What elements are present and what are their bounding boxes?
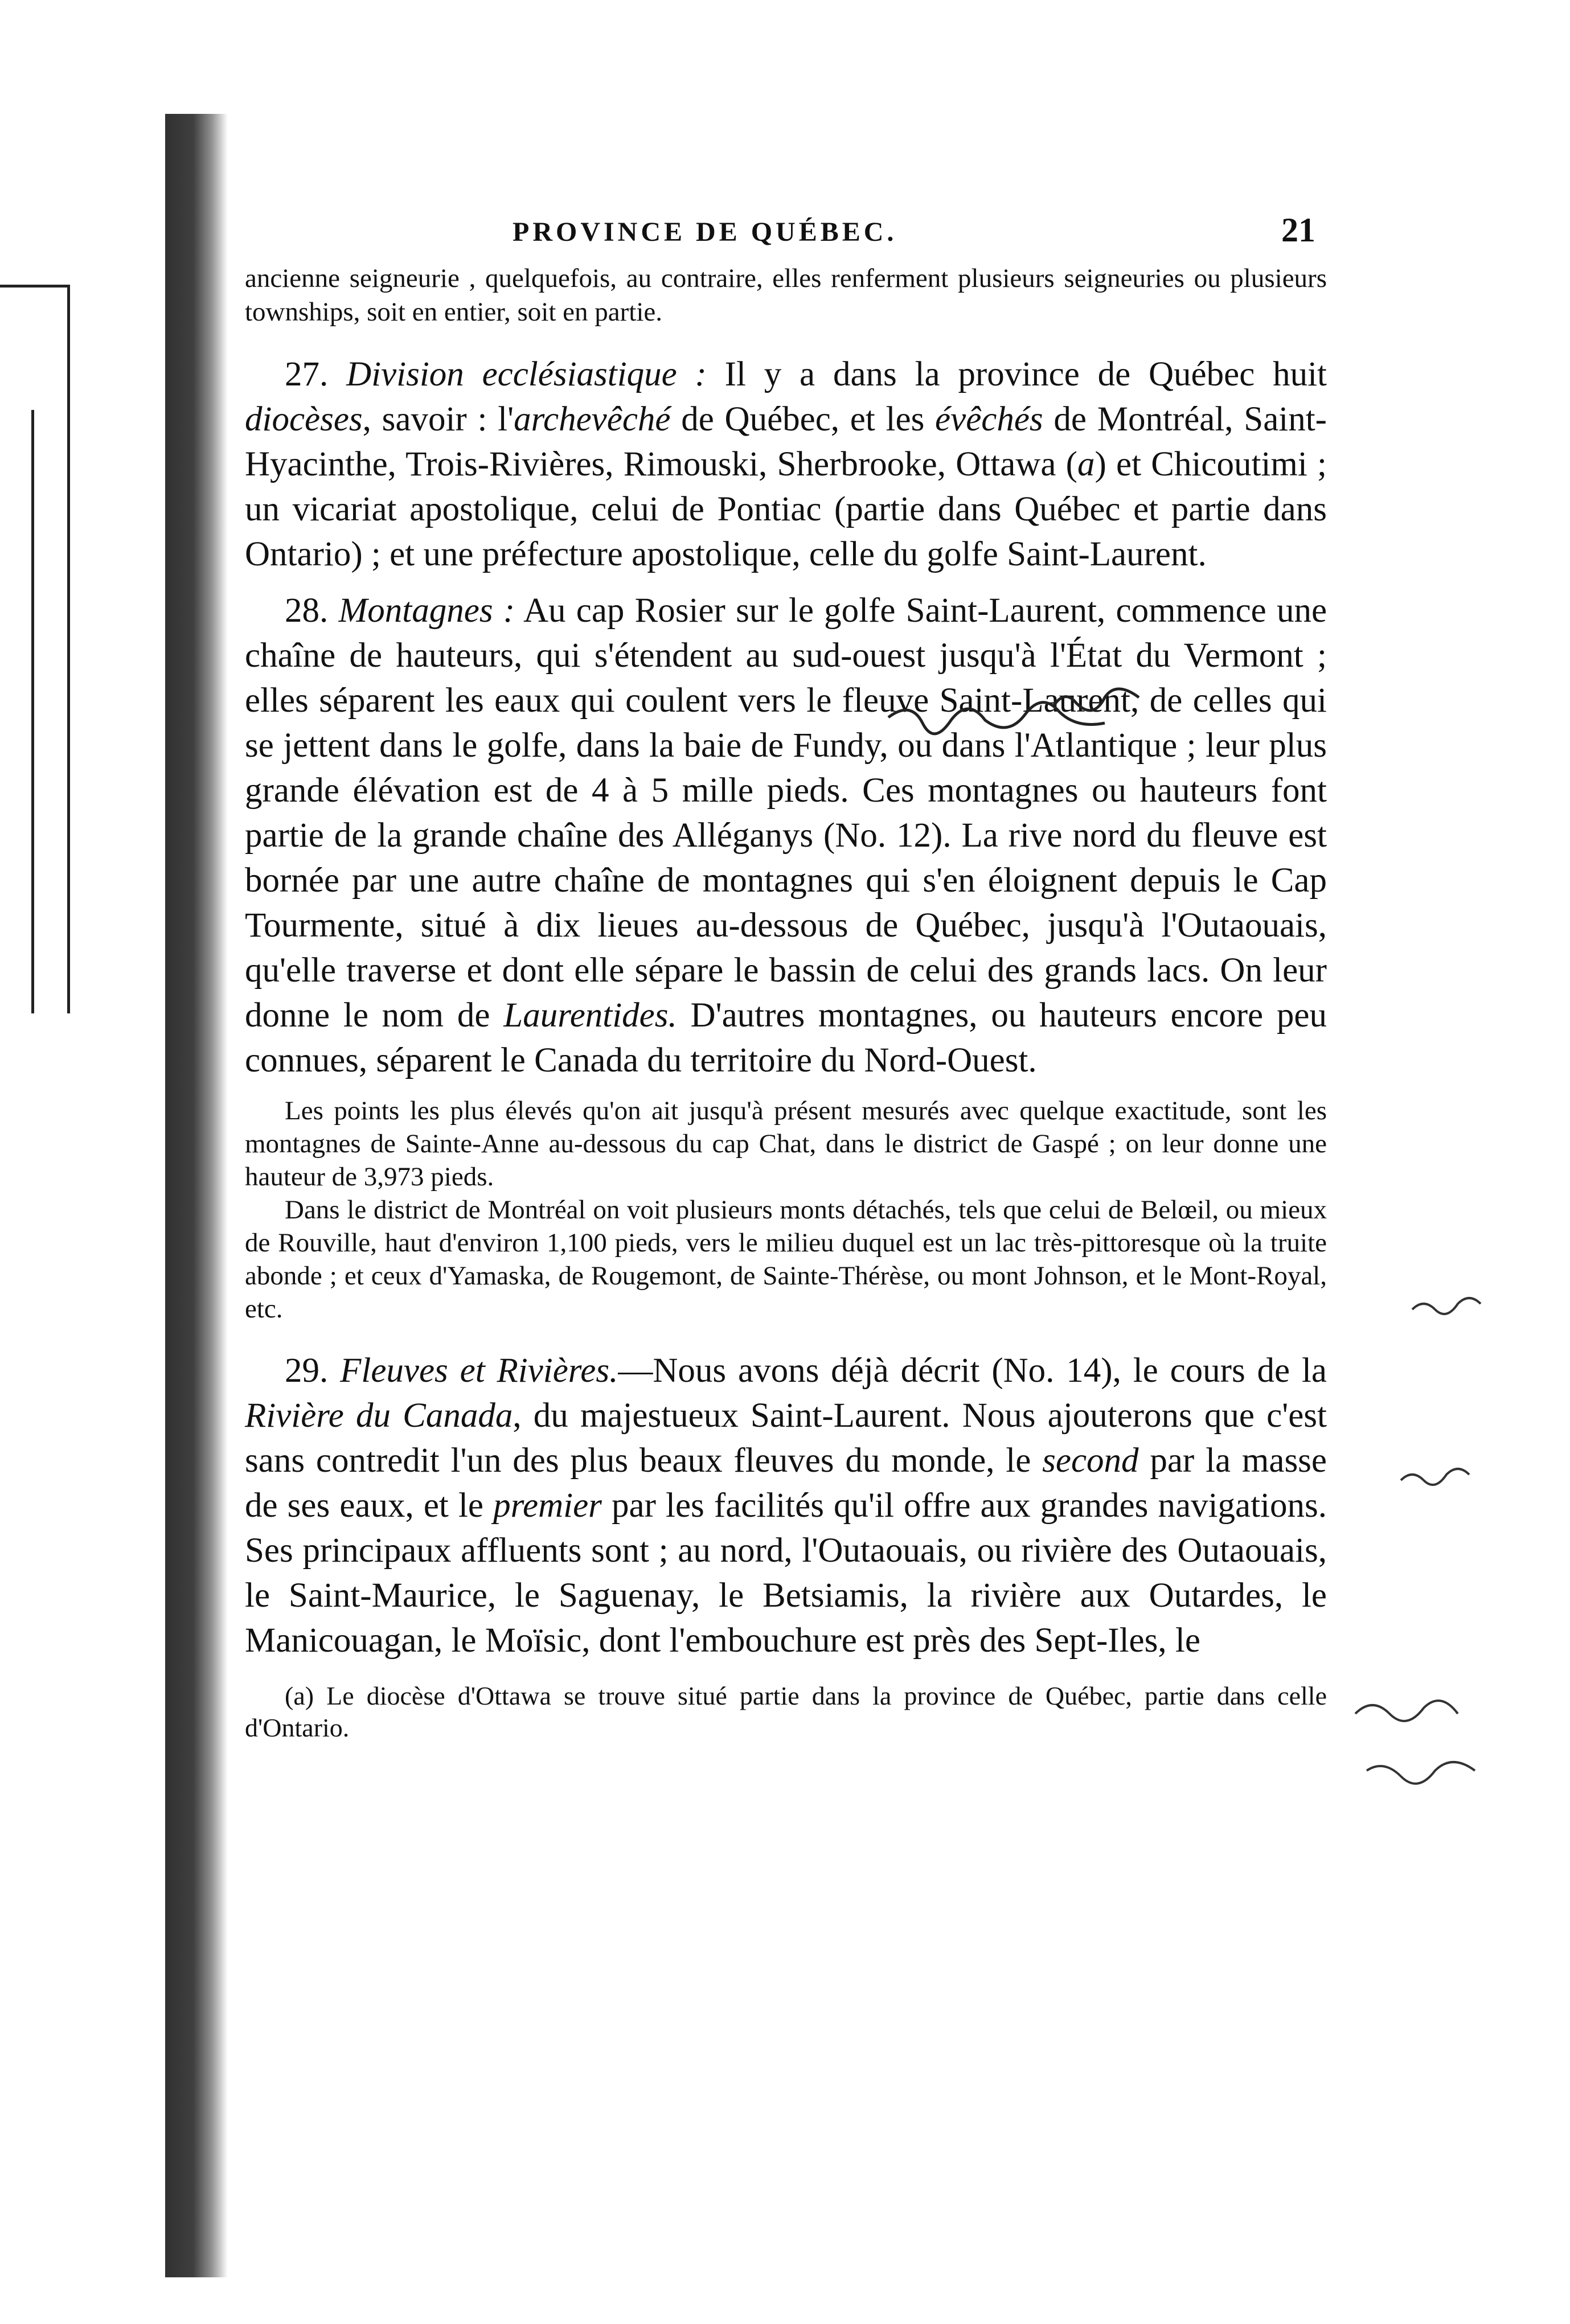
margin-rule-top	[0, 285, 68, 288]
paragraph-heading: Fleuves et Rivières.	[340, 1352, 618, 1390]
small-paragraph-2: Dans le district de Montréal on voit plusieurs monts détachés, tels que celui de Belœil, ou mieux de Rouville, haut d'environ 1,100 pieds, vers le milieu duquel est un lac très-pittoresque où la truite abonde ; et ceux d'Yamaska, de Rougemont, de Sainte-Thérèse, ou mont Johnson, et le Mont-Royal, etc.	[245, 1195, 1327, 1324]
emphasis: premier	[493, 1487, 602, 1525]
emphasis: archevêché	[514, 400, 671, 438]
footnote-marker: a	[1077, 445, 1095, 483]
paragraph-text: de Québec, et les	[670, 400, 936, 438]
emphasis: diocèses	[245, 400, 363, 438]
emphasis: Laurentides.	[503, 996, 677, 1034]
paragraph-heading: Division ecclésiastique :	[346, 355, 707, 393]
paragraph-number: 29.	[285, 1352, 329, 1390]
page-number: 21	[1281, 211, 1315, 249]
footnote: (a) Le diocèse d'Ottawa se trouve situé partie dans la province de Québec, partie dans celle d'Ontario.	[245, 1681, 1327, 1742]
paragraph-text: ) et Chicoutimi ; un vicariat apostolique, celui de Pontiac (partie dans Québec et partie dans Ontario) ; et une préfecture apostolique, celle du golfe Saint-Laurent.	[245, 445, 1327, 573]
paragraph-text: Au cap Rosier sur le golfe Saint-Laurent, commence une chaîne de hauteurs, qui s'étendent au sud-ouest jusqu'à l'État du Vermont ; elles séparent les eaux qui coulent vers le fleuve Saint-Laurent, de celles qui se jettent dans le golfe, dans la baie de Fundy, ou dans l'Atlantique ; leur plus grande élévation est de 4 à 5 mille pieds. Ces montagnes ou hauteurs font partie de la grande chaîne des Alléganys (No. 12). La rive nord du fleuve est bornée par une autre chaîne de montagnes qui s'en éloignent depuis le Cap Tourmente, situé à dix lieues au-dessous de Québec, jusqu'à l'Outaouais, qu'elle traverse et dont elle sépare le bassin de celui des grands lacs. On leur donne le nom de	[245, 592, 1327, 1034]
paragraph-text: , du majestueux Saint-Laurent. Nous ajouterons que c'est sans contredit l'un des plus beaux fleuves du monde, le	[245, 1397, 1327, 1480]
binding-shadow	[165, 114, 228, 2277]
small-paragraph-1: Les points les plus élevés qu'on ait jusqu'à présent mesurés avec quelque exactitude, sont les montagnes de Sainte-Anne au-dessous du cap Chat, dans le district de Gaspé ; on leur donne une hauteur de 3,973 pieds.	[245, 1096, 1327, 1192]
paragraph-heading: Montagnes :	[338, 592, 515, 630]
paragraph-28	[245, 588, 1327, 1083]
running-title: PROVINCE DE QUÉBEC.	[513, 217, 897, 247]
emphasis: second	[1042, 1442, 1139, 1480]
paragraph-text: par les facilités qu'il offre aux grandes navigations. Ses principaux affluents sont ; au nord, l'Outaouais, ou rivière des Outaouais, le Saint-Maurice, le Saguenay, le Betsiamis, la rivière aux Outardes, le Manicouagan, le Moïsic, dont l'embouchure est près des Sept-Iles, le	[245, 1487, 1327, 1660]
paragraph-text: par la masse de ses eaux, et le	[245, 1442, 1327, 1525]
paragraph-number: 28.	[285, 592, 329, 630]
paragraph-29	[245, 1348, 1327, 1663]
paragraph-continued: ancienne seigneurie , quelquefois, au contraire, elles renferment plusieurs seigneuries ou plusieurs townships, soit en entier, soit en partie.	[245, 264, 1327, 327]
paragraph-text: Il y a dans la province de Québec huit	[724, 355, 1327, 393]
paragraph-text: , savoir : l'	[362, 400, 514, 438]
paragraph-number: 27.	[285, 355, 329, 393]
emphasis: évêchés	[935, 400, 1043, 438]
running-head	[245, 205, 1327, 256]
margin-rule-vertical	[67, 285, 70, 1013]
page	[245, 205, 1327, 1744]
paragraph-text: D'autres montagnes, ou hauteurs encore peu connues, séparent le Canada du territoire du Nord-Ouest.	[245, 996, 1327, 1079]
emphasis: Rivière du Canada	[245, 1397, 513, 1435]
paragraph-text: de Montréal, Saint-Hyacinthe, Trois-Rivières, Rimouski, Sherbrooke, Ottawa (	[245, 400, 1327, 483]
margin-rule-left	[31, 410, 34, 1013]
paragraph-text: —Nous avons déjà décrit (No. 14), le cours de la	[618, 1352, 1327, 1390]
paragraph-27	[245, 352, 1327, 577]
